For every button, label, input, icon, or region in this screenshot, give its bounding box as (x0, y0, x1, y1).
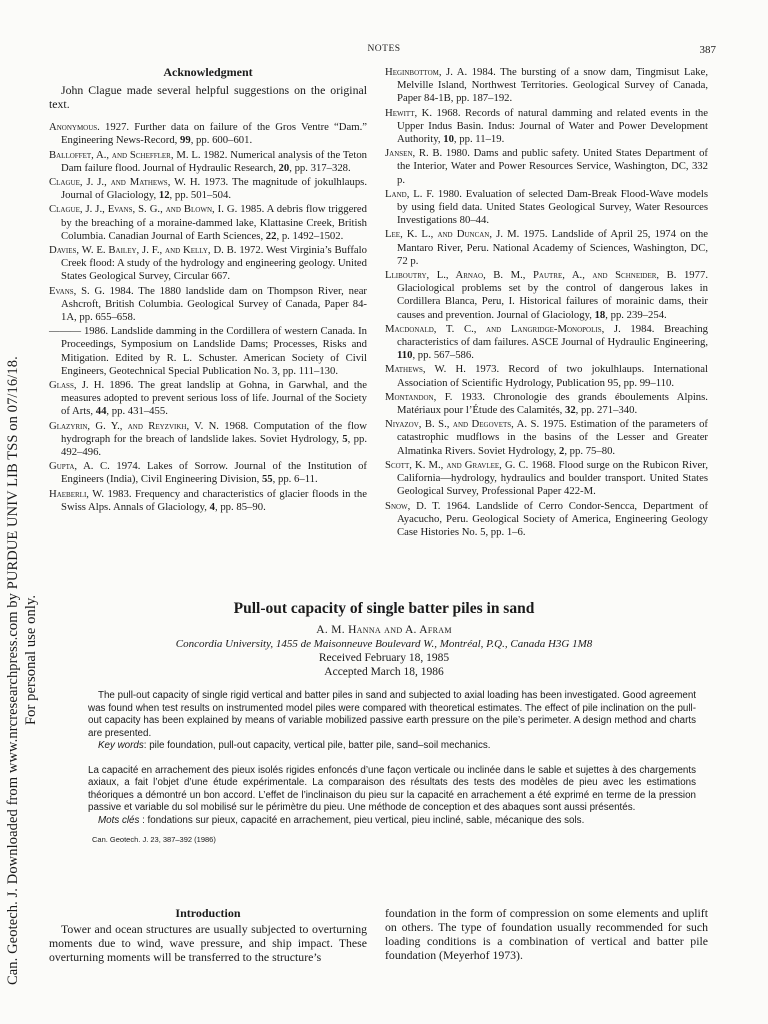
reference-text: 1973. Record of two jokulhlaups. International Association of Scientific Hydrology, Publication 95, pp. 99–110. (397, 363, 708, 389)
reference-entry (49, 379, 367, 419)
reference-pages: , pp. 85–90. (214, 500, 266, 513)
reference-volume: 22 (265, 229, 277, 242)
keywords-text: : pile foundation, pull-out capacity, vertical pile, batter pile, sand–soil mechanics. (143, 740, 491, 751)
reference-entry (385, 323, 708, 363)
introduction-text-left: Tower and ocean structures are usually subjected to overturning moments due to wind, wave pressure, and ship impact. These overturning moments will be transferred to the structure’s (49, 922, 367, 964)
reference-entry (385, 391, 708, 417)
reference-volume: 18 (594, 308, 606, 321)
reference-entry (49, 121, 367, 147)
download-watermark (0, 0, 40, 1024)
reference-text: 1986. Landslide damming in the Cordillera of western Canada. In Proceedings, Symposium on Landslide Dams; Processes, Risks and Mitigation. Edited by R. L. Schuster. American Society of Civil Engineers, Geotechnical Special Publication No. 3, pp. 111–130. (61, 325, 367, 377)
article-header (48, 600, 720, 844)
reference-text: 1977. Glaciological problems set by the control of dangerous lakes in Cordillera Blanca, Peru, I. Historical failures of morainic dams, their causes and prevention. Journal of Glaciology, (397, 269, 709, 321)
reference-authors: Balloffet, A., and Scheffler, M. L. (49, 148, 201, 161)
reference-entry (49, 149, 367, 175)
left-column (49, 66, 367, 515)
abstract (88, 690, 696, 753)
reference-text: 1933. Chronologie des grands éboulements Alpins. Matériaux pour l’Étude des Calamités, (397, 390, 708, 417)
keywords (88, 740, 696, 753)
reference-authors: Snow, D. T. (385, 499, 441, 512)
reference-entry (385, 269, 708, 322)
reference-list-left (49, 121, 367, 514)
reference-volume: 110 (397, 349, 413, 362)
section-label: NOTES (367, 44, 401, 54)
reference-text: 1984. The 1880 landslide dam on Thompson River, near Ashcroft, British Columbia. Geological Survey of Canada, Paper 84-1A, pp. 655–658. (61, 284, 367, 324)
resume-text: La capacité en arrachement des pieux isolés rigides enfoncés d’une façon verticale ou inclinée dans le sable et sujettes à des chargements axiaux, a fait l’objet d’une étude expérimentale. La comparaison des résultats des tests des modèles de pieu avec les estimations théoriques a démontré un bon accord. L’effet de l’inclinaison du pieu sur la capacité en arrachement a été exprimé en terme de la pression passive et variable du sol mobilisé sur le périmètre du pieu. Une méthode de conception et des abaques sont aussi présentés. (88, 764, 696, 813)
french-abstract (88, 765, 696, 828)
reference-text: 1968. Flood surge on the Rubicon River, California—hydrology, hydraulics and boulder transport. United States Geological Survey, Professional Paper 422-M. (397, 458, 708, 498)
reference-text: 1983. Frequency and characteristics of glacier floods in the Swiss Alps. Annals of Glaciology, (61, 487, 367, 513)
reference-text: 1984. Breaching characteristics of dam failures. ASCE Journal of Hydraulic Engineering, (397, 322, 709, 349)
reference-pages: , pp. 317–328. (289, 161, 351, 174)
reference-authors: Lee, K. L., and Duncan, J. M. (385, 228, 520, 241)
reference-authors: Clague, J. J., and Mathews, W. H. (49, 176, 201, 189)
reference-volume: 5 (342, 432, 348, 445)
reference-authors: Macdonald, T. C., and Langridge-Monopolis, J. (385, 322, 621, 335)
reference-volume: 55 (261, 473, 273, 486)
reference-pages: , pp. 431–455. (106, 405, 168, 418)
accepted-date: Accepted March 18, 1986 (324, 666, 444, 678)
page-number: 387 (699, 44, 716, 56)
reference-pages: , p. 1492–1502. (276, 229, 344, 242)
reference-entry (49, 488, 367, 514)
reference-text: . 1927. Further data on failure of the Gros Ventre “Dam.” Engineering News-Record, (61, 121, 367, 147)
reference-authors: Land, L. F. (385, 187, 435, 200)
reference-pages: , pp. 492–496. (61, 432, 368, 459)
reference-entry (49, 176, 367, 202)
reference-text: 1972. West Virginia’s Buffalo Creek flood: A study of the hydrology and engineering geology. United States Geological Survey, Circular 667. (61, 244, 367, 283)
reference-entry (385, 459, 708, 499)
reference-entry (385, 418, 708, 458)
mots-cles-text: : fondations sur pieux, capacité en arrachement, pieu vertical, pieu incliné, sable, mécanique des sols. (139, 814, 585, 826)
reference-entry (49, 420, 367, 460)
reference-entry (385, 188, 708, 228)
acknowledgment-heading: Acknowledgment (163, 65, 253, 79)
reference-entry (49, 325, 367, 378)
right-column (385, 66, 708, 540)
introduction-left (49, 906, 367, 964)
reference-authors: Hewitt, K. (385, 106, 433, 119)
reference-entry (385, 147, 708, 187)
acknowledgment-text: John Clague made several helpful suggestions on the original text. (49, 83, 367, 112)
reference-volume: 32 (564, 404, 576, 417)
reference-volume: 12 (158, 189, 170, 202)
abstract-text: The pull-out capacity of single rigid vertical and batter piles in sand and subjected to axial loading has been investigated. Good agreement was found when test results on instrumented model piles were compared with theoretical estimates. The effect of pile inclination on the pull-out capacity has been explained by means of variable mobilized passive earth pressure on the pile’s perimeter. A design method and charts are presented. (88, 690, 696, 739)
reference-text: 1985. A debris flow triggered by the breaching of a moraine-dammed lake, Klattasine Creek, British Columbia. Canadian Journal of Earth Sciences, (61, 203, 367, 242)
reference-authors: Evans, S. G. (49, 284, 105, 297)
reference-text: 1973. The magnitude of jokulhlaups. Journal of Glaciology, (61, 176, 367, 202)
reference-volume: 44 (95, 405, 107, 418)
reference-pages: , pp. 600–601. (190, 134, 253, 147)
reference-entry (385, 66, 708, 106)
reference-text: 1984. The bursting of a snow dam, Tingmisut Lake, Melville Island, Northwest Territories. Geological Survey of Canada, Paper 84-1B, pp. 187–192. (397, 66, 709, 105)
reference-text: 1968. Records of natural damming and related events in the Upper Indus Basin. Indus: Journal of Water and Power Development Authority, (397, 106, 708, 146)
reference-pages: , pp. 567–586. (412, 349, 474, 362)
reference-authors: Glass, J. H. (49, 379, 105, 392)
running-head (0, 44, 768, 60)
reference-text: 1982. Numerical analysis of the Teton Dam failure flood. Journal of Hydraulic Research, (61, 148, 368, 174)
article-title: Pull-out capacity of single batter piles in sand (233, 600, 535, 617)
reference-text: 1896. The great landslip at Gohna, in Garwhal, and the measures adopted to prevent serious loss of life. Journal of the Society of Arts, (61, 379, 367, 418)
reference-authors: Lliboutry, L., Arnao, B. M., Pautre, A., and Schneider, B. (385, 269, 677, 282)
reference-authors: Gupta, A. C. (49, 460, 110, 473)
reference-text: 1975. Estimation of the parameters of catastrophic mudflows in the basins of the Lesser and Greater Almatinka Rivers. Soviet Hydrology, (397, 418, 708, 457)
reference-entry (385, 500, 708, 540)
reference-text: 1964. Landslide of Cerro Condor-Sencca, Department of Ayacucho, Peru. Geological Society of America, Engineering Geology Case Histories No. 5, pp. 1–6. (397, 499, 708, 538)
reference-authors: Anonymous (49, 121, 98, 134)
keywords-label: Key words (98, 740, 144, 751)
reference-text: 1980. Evaluation of selected Dam-Break Flood-Wave models by using field data. United States Geological Survey, Water Resources Investigations 80–44. (397, 187, 708, 227)
reference-text: 1975. Landslide of April 25, 1974 on the Mantaro River, Peru. National Academy of Sciences, Washington, DC, 72 p. (397, 228, 709, 267)
article-authors: A. M. Hanna and A. Afram (316, 624, 452, 636)
reference-pages: , pp. 75–80. (564, 444, 616, 457)
article-affiliation: Concordia University, 1455 de Maisonneuve Boulevard W., Montréal, P.Q., Canada H3G 1M8 (175, 638, 593, 650)
reference-volume: 99 (180, 134, 191, 147)
introduction-text-right: foundation in the form of compression on some elements and uplift on others. The type of foundation usually recommended for such loading conditions is a combination of vertical and batter pile foundation (Meyerhof 1973). (385, 906, 708, 962)
reference-pages: , pp. 501–504. (169, 189, 231, 202)
reference-pages: , pp. 11–19. (453, 133, 505, 146)
reference-authors: Clague, J. J., Evans, S. G., and Blown, I. G. (49, 203, 238, 216)
reference-pages: , pp. 271–340. (575, 404, 638, 417)
reference-volume: 10 (443, 133, 454, 146)
reference-entry (49, 203, 367, 243)
reference-list-right (385, 66, 708, 539)
mots-cles (88, 815, 696, 828)
reference-volume: 4 (209, 500, 215, 513)
reference-authors: Heginbottom, J. A. (385, 66, 468, 78)
reference-volume: 20 (278, 161, 290, 174)
reference-entry (49, 244, 367, 284)
reference-pages: , pp. 6–11. (272, 473, 318, 486)
reference-text: 1980. Dams and public safety. United States Department of the Interior, Water and Power Resources Service, Washington, DC, 332 p. (397, 147, 708, 186)
reference-authors: Montandon, F. (385, 390, 453, 403)
reference-entry (385, 228, 708, 268)
reference-authors: Jansen, R. B. (385, 147, 443, 160)
reference-text: 1968. Computation of the flow hydrograph for the breach of landslide lakes. Soviet Hydrology, (61, 419, 367, 445)
reference-authors: Davies, W. E. Bailey, J. F., and Kelly, D. B. (49, 244, 237, 257)
reference-authors: Niyazov, B. S., and Degovets, A. S. (385, 418, 540, 431)
reference-entry (385, 107, 708, 147)
reference-authors: Scott, K. M., and Gravlee, G. C. (385, 458, 529, 471)
reference-entry (385, 363, 708, 389)
reference-text: 1974. Lakes of Sorrow. Journal of the Institution of Engineers (India), Civil Engineering Division, (61, 460, 367, 486)
reference-authors: Mathews, W. H. (385, 363, 466, 376)
download-notice: Can. Geotech. J. Downloaded from www.nrcresearchpress.com by PURDUE UNIV LIB TSS on 07/16/18. (5, 356, 21, 985)
reference-volume: 2 (558, 444, 565, 457)
reference-entry (49, 285, 367, 325)
received-date: Received February 18, 1985 (318, 652, 450, 664)
introduction-heading: Introduction (175, 906, 241, 920)
introduction-right (385, 906, 708, 962)
reference-authors: ——— (49, 325, 82, 338)
reference-authors: Glazyrin, G. Y., and Reyzvikh, V. N. (49, 419, 219, 432)
journal-citation: Can. Geotech. J. 23, 387–392 (1986) (92, 835, 216, 844)
reference-pages: , pp. 239–254. (605, 308, 667, 321)
personal-use-notice: For personal use only. (23, 594, 39, 725)
reference-authors: Haeberli, W. (49, 487, 104, 500)
reference-entry (49, 460, 367, 486)
mots-cles-label: Mots clés (98, 814, 140, 826)
